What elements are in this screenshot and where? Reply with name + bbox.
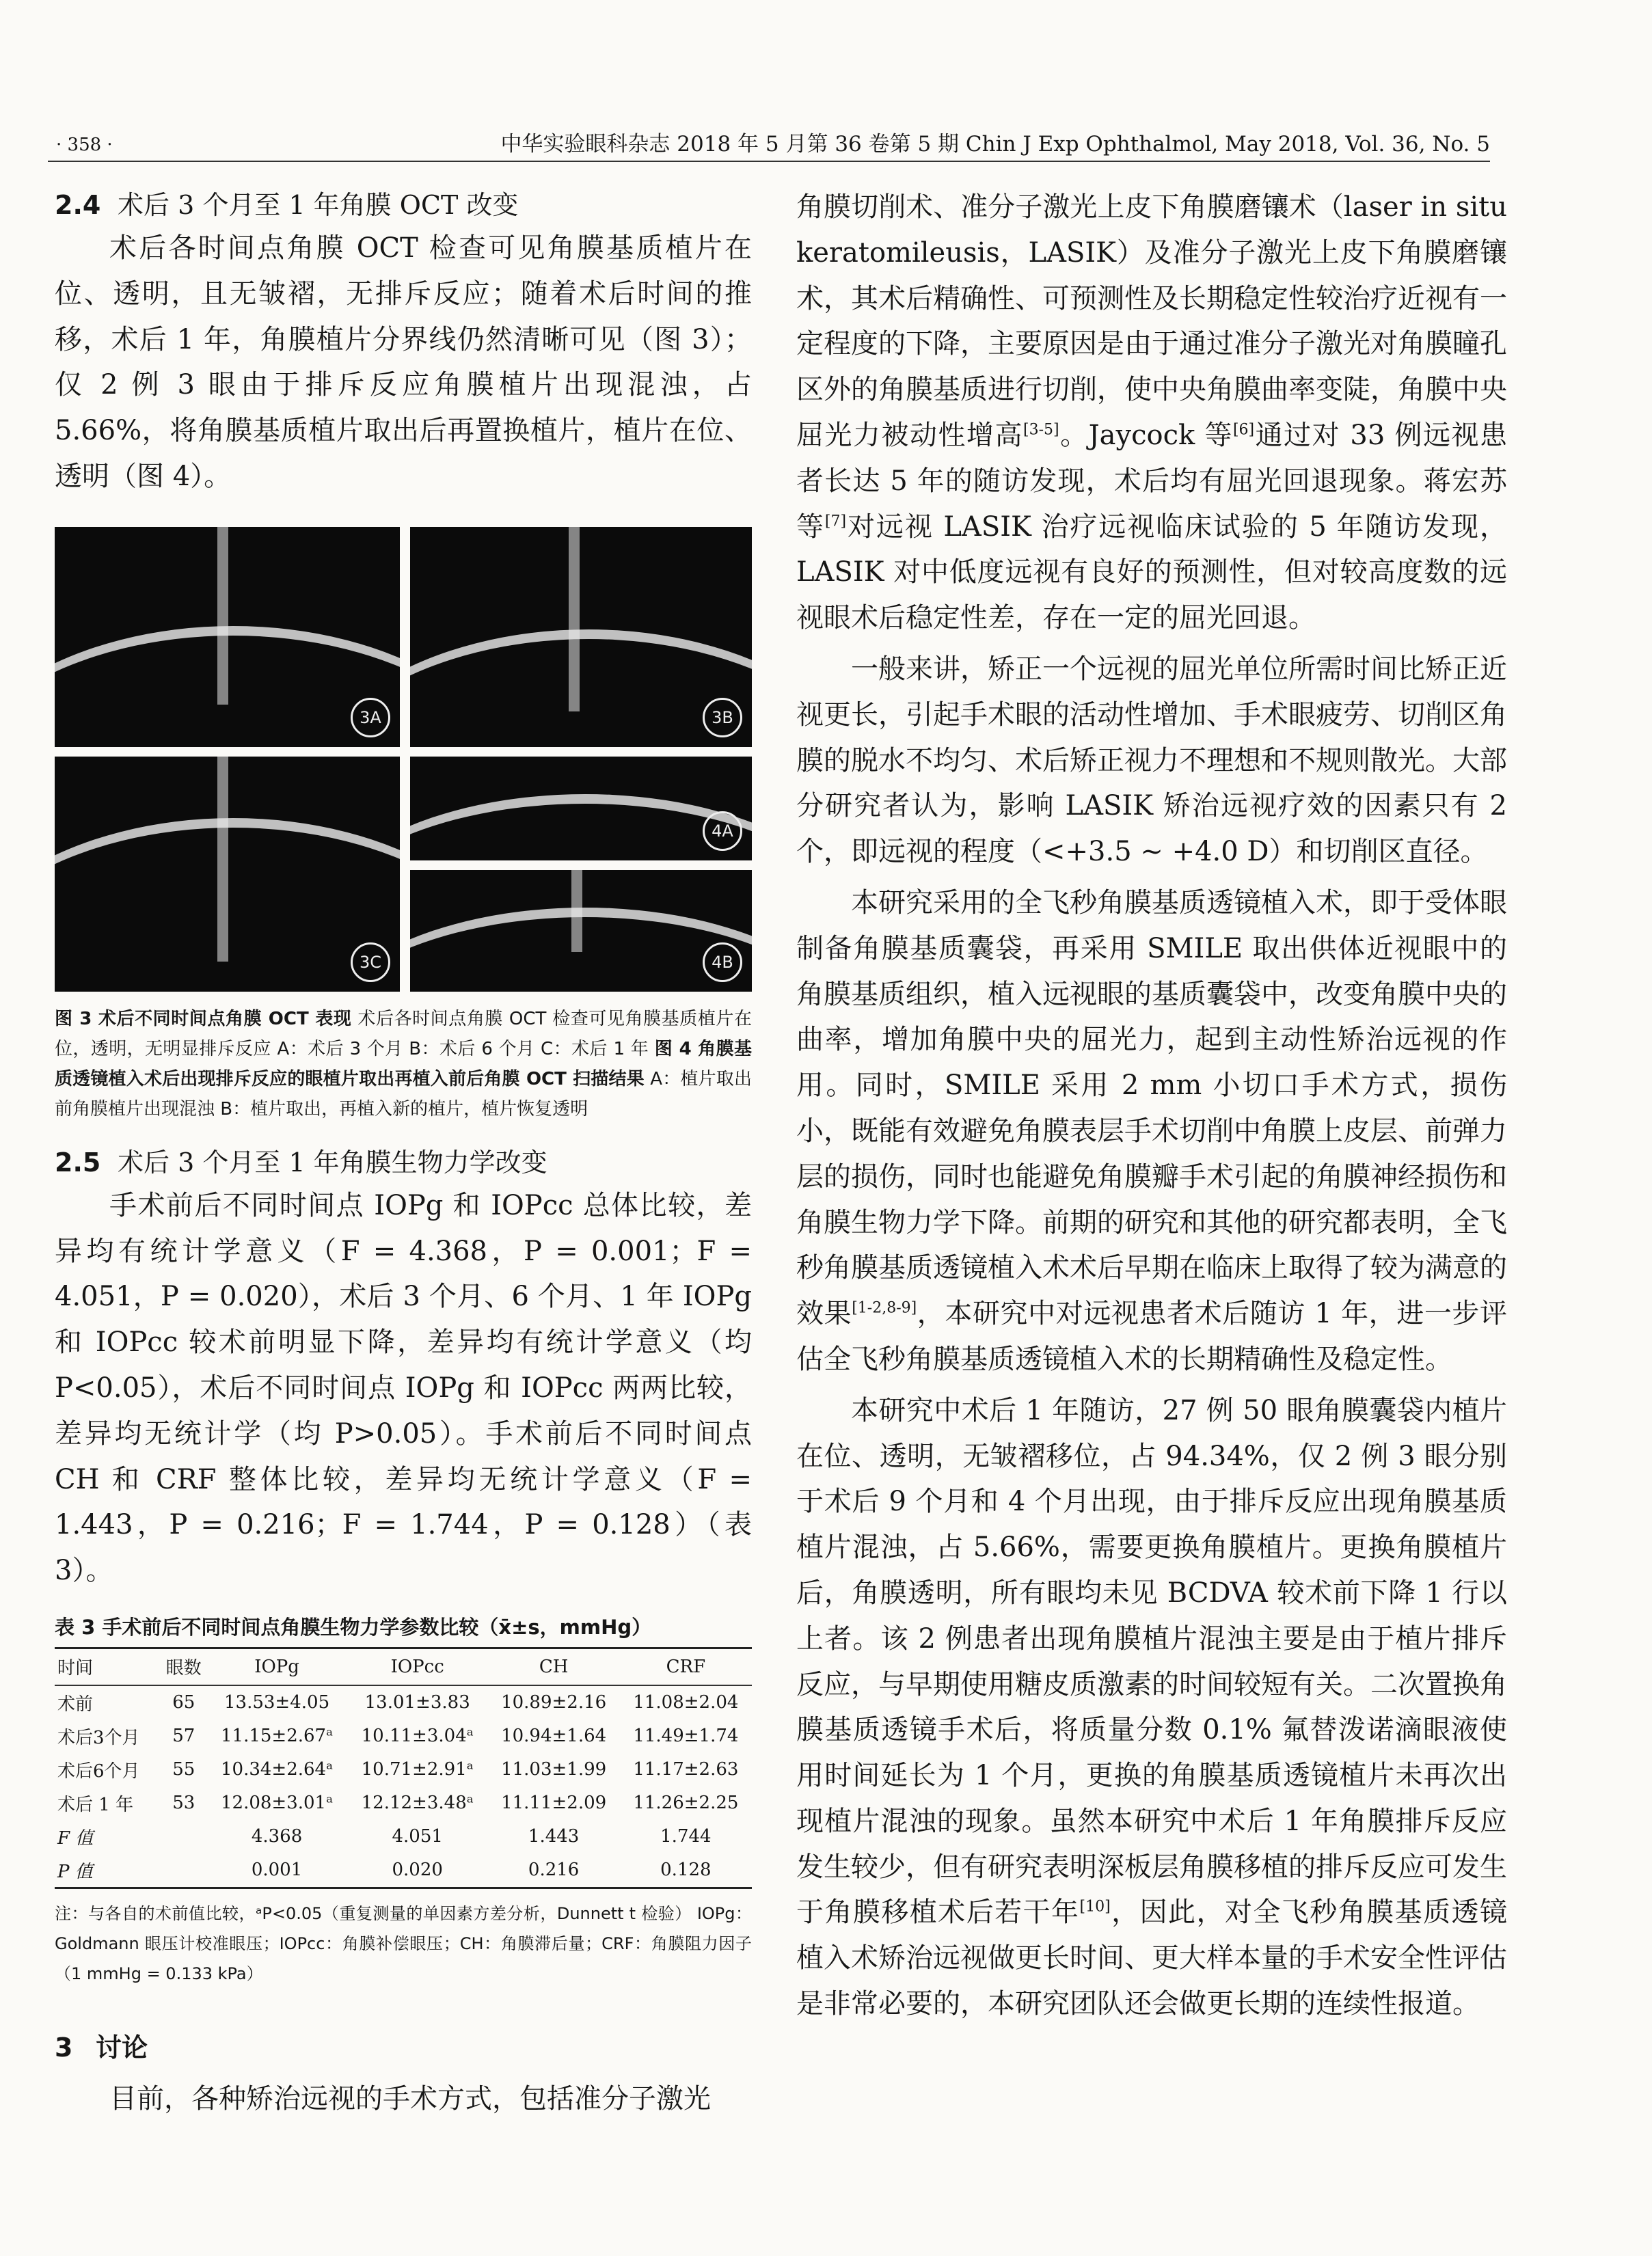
column-header: CH bbox=[488, 1648, 620, 1685]
table-cell: 10.89±2.16 bbox=[501, 1692, 607, 1713]
paragraph-discussion-start: 目前，各种矫治远视的手术方式，包括准分子激光 bbox=[109, 2082, 711, 2115]
column-header: IOPg bbox=[206, 1648, 347, 1685]
text-run: 。Jaycock 等 bbox=[1059, 419, 1233, 451]
image-label: 4A bbox=[703, 811, 742, 851]
table-3 bbox=[55, 1647, 752, 1889]
table-cell: 4.051 bbox=[392, 1826, 443, 1847]
section-heading-3 bbox=[55, 2027, 752, 2068]
oct-image-3c bbox=[55, 757, 400, 992]
text-run: 本研究中术后 1 年随访，27 例 50 眼角膜囊袋内植片在位、透明，无皱褶移位，占 94.34%，仅 2 例 3 眼分别于术后 9 个月和 4 个月出现，由于排斥反应出现角膜基质植片混浊，占 5.66%，需要更换角膜植片。更换角膜植片后，角膜透明，所有眼均未见 BCDVA 较术前下降 1 行以上者。该 2 例患者出现角膜植片混浊主要是由于植片排斥反应，与早期使用糖皮质激素的时间较短有关。二次置换角膜基质透镜手术后，将质量分数 0.1% 氟替泼诺滴眼液使用时间延长为 1 个月，更换的角膜基质透镜植片未再次出现植片混浊的现象。虽然本研究中术后 1 年角膜排斥反应发生较少，但有研究表明深板层角膜移植的排斥反应可发生于角膜移植术后若干年 bbox=[796, 1394, 1507, 1929]
paragraph-biomechanics: 手术前后不同时间点 IOPg 和 IOPcc 总体比较，差异均有统计学意义（F = 4.368，P = 0.001；F = 4.051，P = 0.020），术后 3 个月、6 个月、1 年 IOPg 和 IOPcc 较术前明显下降，差异均有统计学意义（均 P<0.05），术后不同时间点 IOPg 和 IOPcc 两两比较，差异均无统计学（均 P>0.05）。手术前后不同时间点 CH 和 CRF 整体比较，差异均无统计学意义（F = 1.443，P = 0.216；F = 1.744，P = 0.128）（表 3）。 bbox=[55, 1189, 752, 1587]
table-cell: 53 bbox=[172, 1793, 195, 1814]
cornea-arc bbox=[410, 629, 752, 747]
table-row bbox=[55, 1720, 752, 1753]
image-label: 3B bbox=[703, 698, 742, 737]
column-header: CRF bbox=[620, 1648, 752, 1685]
citation-ref: [7] bbox=[824, 513, 847, 530]
running-header bbox=[48, 126, 1490, 162]
table-cell: 55 bbox=[172, 1759, 195, 1780]
table-cell: 10.34±2.64ᵃ bbox=[220, 1759, 334, 1780]
paragraph-hyperopia-correction: 一般来讲，矫正一个远视的屈光单位所需时间比矫正近视更长，引起手术眼的活动性增加、手术眼疲劳、切削区角膜的脱水不均匀、术后矫正视力不理想和不规则散光。大部分研究者认为，影响 LASIK 矫治远视疗效的因素只有 2 个，即远视的程度（<+3.5 ~ +4.0 D）和切削区直径。 bbox=[796, 653, 1507, 868]
table-cell: 4.368 bbox=[251, 1826, 303, 1847]
section-number: 3 bbox=[55, 2032, 73, 2063]
left-column bbox=[55, 185, 752, 2122]
table-cell: 65 bbox=[172, 1692, 195, 1713]
right-column bbox=[796, 185, 1507, 2027]
paragraph-oct: 术后各时间点角膜 OCT 检查可见角膜基质植片在位、透明，且无皱褶，无排斥反应；随着术后时间的推移，术后 1 年，角膜植片分界线仍然清晰可见（图 3）；仅 2 例 3 眼由于排斥反应角膜植片出现混浊，占 5.66%，将角膜基质植片取出后再置换植片，植片在位、透明（图 4）。 bbox=[55, 232, 752, 492]
oct-image-4b bbox=[410, 870, 752, 992]
citation-ref: [10] bbox=[1079, 1899, 1111, 1916]
table-cell: 11.49±1.74 bbox=[633, 1726, 739, 1747]
table-row bbox=[55, 1786, 752, 1820]
text-run: ，因此，对全飞秒角膜基质透镜植入术矫治远视做更长时间、更大样本量的手术安全性评估是非常必要的，本研究团队还会做更长期的连续性报道。 bbox=[796, 1897, 1508, 2020]
citation-ref: [6] bbox=[1232, 421, 1255, 439]
table-cell: 13.53±4.05 bbox=[224, 1692, 330, 1713]
table-cell: 术后3个月 bbox=[57, 1727, 140, 1748]
table-cell: 13.01±3.83 bbox=[364, 1692, 470, 1713]
table-caption: 表 3 手术前后不同时间点角膜生物力学参数比较（x̄±s，mmHg） bbox=[55, 1615, 652, 1639]
table-cell: 10.94±1.64 bbox=[501, 1726, 607, 1747]
table-row bbox=[55, 1685, 752, 1720]
table-cell: 0.128 bbox=[620, 1853, 752, 1888]
section-title: 讨论 bbox=[96, 2032, 148, 2063]
image-label: 3C bbox=[351, 942, 390, 982]
column-header: IOPcc bbox=[347, 1648, 488, 1685]
section-number: 2.4 bbox=[55, 190, 101, 220]
text-run: 通过对 33 例远视患者长达 5 年的随访发现，术后均有屈光回退现象。蒋宏苏等 bbox=[796, 419, 1508, 543]
scan-beam bbox=[569, 527, 580, 711]
table-cell: 12.08±3.01ᵃ bbox=[220, 1793, 334, 1814]
section-title: 术后 3 个月至 1 年角膜生物力学改变 bbox=[118, 1147, 547, 1178]
image-label: 4B bbox=[703, 942, 742, 982]
table-cell: 术前 bbox=[57, 1694, 94, 1715]
paragraph-discussion-continued bbox=[796, 185, 1507, 641]
table-cell bbox=[161, 1853, 206, 1888]
image-label: 3A bbox=[351, 698, 390, 737]
table-cell: 11.26±2.25 bbox=[633, 1793, 739, 1814]
table-cell: F 值 bbox=[57, 1827, 94, 1849]
fig4-label: 图 4 角膜基质透镜植入术后出现排斥反应的眼植片取出再植入前后角膜 OCT 扫描结果 bbox=[55, 1038, 752, 1089]
text-run: 角膜切削术、准分子激光上皮下角膜磨镶术（laser in situ keratomileusis，LASIK）及准分子激光上皮下角膜磨镶术，其术后精确性、可预测性及长期稳定性较治疗近视有一定程度的下降，主要原因是由于通过准分子激光对角膜瞳孔区外的角膜基质进行切削，使中央角膜曲率变陡，角膜中央屈光力被动性增高 bbox=[796, 191, 1507, 451]
section-heading-2-4 bbox=[55, 185, 752, 226]
scan-beam bbox=[571, 870, 582, 952]
table-cell: 11.15±2.67ᵃ bbox=[220, 1726, 334, 1747]
table-row bbox=[55, 1853, 752, 1888]
section-number: 2.5 bbox=[55, 1147, 101, 1178]
section-title: 术后 3 个月至 1 年角膜 OCT 改变 bbox=[118, 190, 519, 220]
table-cell: 0.216 bbox=[488, 1853, 620, 1888]
oct-image-3a bbox=[55, 527, 400, 747]
table-cell bbox=[161, 1820, 206, 1853]
table-cell: 11.11±2.09 bbox=[501, 1793, 607, 1814]
table-cell: 11.08±2.04 bbox=[633, 1692, 739, 1713]
oct-image-4a bbox=[410, 757, 752, 860]
table-cell: 10.11±3.04ᵃ bbox=[361, 1726, 474, 1747]
table-cell: 57 bbox=[172, 1726, 195, 1747]
fig4-text: A：植片取出前角膜植片出现混浊 B：植片取出，再植入新的植片，植片恢复透明 bbox=[55, 1068, 752, 1119]
table-row bbox=[55, 1820, 752, 1853]
page-number: · 358 · bbox=[56, 135, 113, 155]
table-cell: 11.03±1.99 bbox=[501, 1759, 607, 1780]
citation-ref: [1-2,8-9] bbox=[852, 1299, 917, 1317]
table-cell: P 值 bbox=[55, 1853, 161, 1888]
cornea-arc bbox=[410, 794, 752, 860]
fig3-label: 图 3 术后不同时间点角膜 OCT 表现 bbox=[55, 1008, 352, 1029]
table-row bbox=[55, 1753, 752, 1786]
scan-beam bbox=[217, 757, 228, 962]
table-cell: 1.443 bbox=[528, 1826, 580, 1847]
text-run: 本研究采用的全飞秒角膜基质透镜植入术，即于受体眼制备角膜基质囊袋，再采用 SMILE 取出供体近视眼中的角膜基质组织，植入远视眼的基质囊袋中，改变角膜中央的曲率，增加角膜中央的屈光力，起到主动性矫治远视的作用。同时，SMILE 采用 2 mm 小切口手术方式，损伤小，既能有效避免角膜表层手术切削中角膜上皮层、前弹力层的损伤，同时也能避免角膜瓣手术引起的角膜神经损伤和角膜生物力学下降。前期的研究和其他的研究都表明，全飞秒角膜基质透镜植入术术后早期在临床上取得了较为满意的效果 bbox=[796, 886, 1507, 1330]
table-cell: 1.744 bbox=[660, 1826, 712, 1847]
table-cell: 术后6个月 bbox=[57, 1761, 140, 1782]
figure-caption bbox=[55, 1004, 752, 1124]
scan-beam bbox=[217, 527, 228, 705]
figure-oct-images bbox=[55, 527, 752, 992]
citation-ref: [3-5] bbox=[1023, 421, 1059, 439]
table-cell: 11.17±2.63 bbox=[633, 1759, 739, 1780]
section-heading-2-5 bbox=[55, 1142, 752, 1183]
table-cell: 10.71±2.91ᵃ bbox=[361, 1759, 474, 1780]
paragraph-followup-results bbox=[796, 1388, 1507, 2027]
table-cell: 0.020 bbox=[347, 1853, 488, 1888]
text-run: ，本研究中对远视患者术后随访 1 年，进一步评估全飞秒角膜基质透镜植入术的长期精确性及稳定性。 bbox=[796, 1298, 1508, 1375]
table-note: 注：与各自的术前值比较，ᵃP<0.05（重复测量的单因素方差分析，Dunnett t 检验） IOPg：Goldmann 眼压计校准眼压；IOPcc：角膜补偿眼压；CH：角膜滞后量；CRF：角膜阻力因子（1 mmHg = 0.133 kPa） bbox=[55, 1903, 752, 1983]
text-run: 对远视 LASIK 治疗远视临床试验的 5 年随访发现，LASIK 对中低度远视有良好的预测性，但对较高度数的远视眼术后稳定性差，存在一定的屈光回退。 bbox=[796, 511, 1508, 634]
table-cell: 术后 1 年 bbox=[57, 1794, 134, 1815]
oct-image-3b bbox=[410, 527, 752, 747]
column-header: 眼数 bbox=[161, 1648, 206, 1685]
journal-citation: 中华实验眼科杂志 2018 年 5 月第 36 卷第 5 期 Chin J Exp Ophthalmol, May 2018, Vol. 36, No. 5 bbox=[500, 132, 1490, 157]
paragraph-study-method bbox=[796, 880, 1507, 1383]
fig3-text: 术后各时间点角膜 OCT 检查可见角膜基质植片在位，透明，无明显排斥反应 A：术后 3 个月 B：术后 6 个月 C：术后 1 年 bbox=[55, 1008, 753, 1059]
table-header-row bbox=[55, 1648, 752, 1685]
table-cell: 0.001 bbox=[206, 1853, 347, 1888]
column-header: 时间 bbox=[55, 1648, 161, 1685]
table-cell: 12.12±3.48ᵃ bbox=[361, 1793, 474, 1814]
